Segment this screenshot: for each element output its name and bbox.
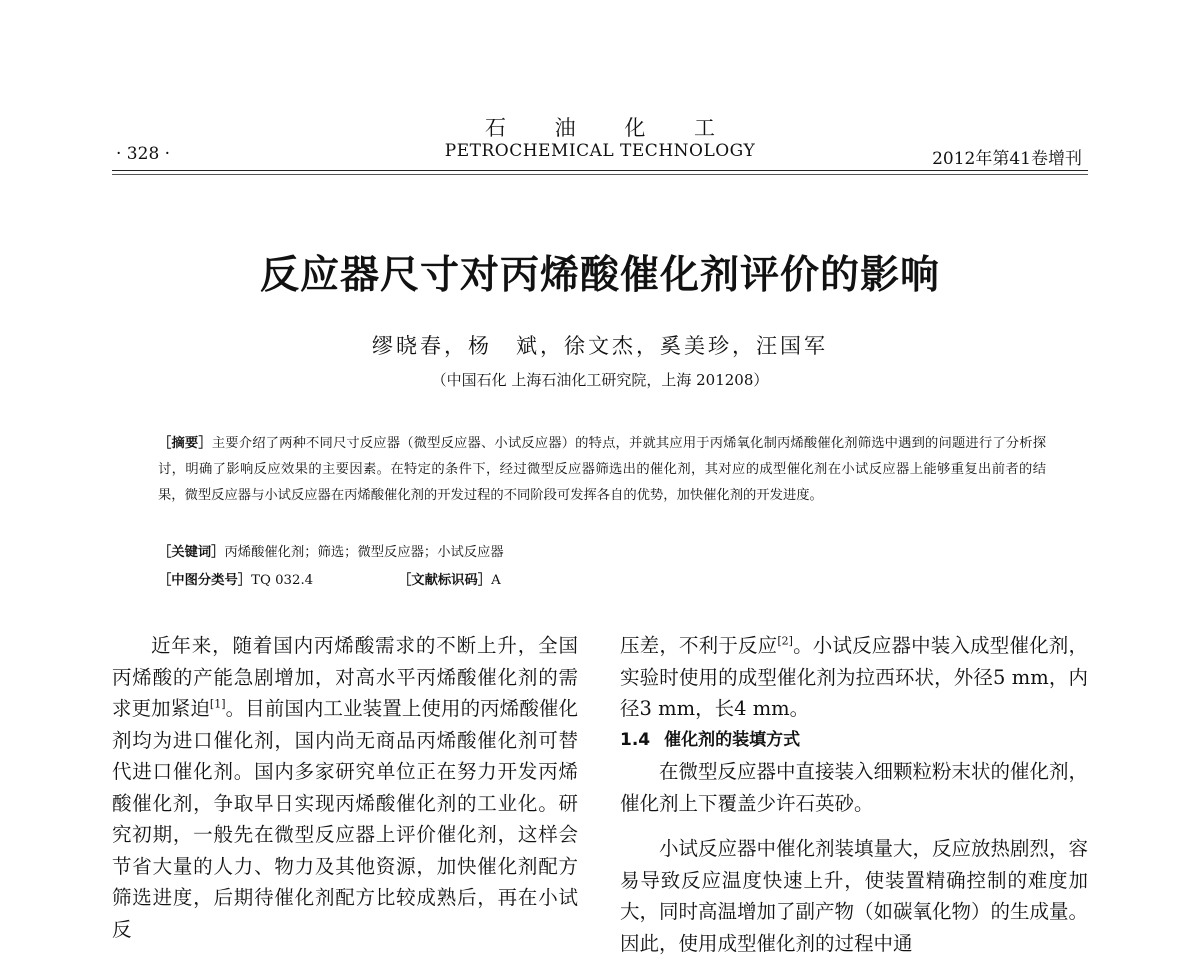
- paragraph: 在微型反应器中直接装入细颗粒粉末状的催化剂，催化剂上下覆盖少许石英砂。: [620, 760, 1089, 815]
- section-heading: [620, 725, 1088, 757]
- classification-value: TQ 032.4: [251, 573, 314, 588]
- section-title: 催化剂的装填方式: [664, 729, 801, 750]
- doc-code-label: ［文献标识码］: [398, 573, 492, 588]
- paper-title: 反应器尺寸对丙烯酸催化剂评价的影响: [259, 253, 940, 298]
- doc-code: [398, 569, 501, 588]
- citation-2: [2]: [777, 634, 793, 648]
- header-rule-thin: [112, 174, 1088, 175]
- abstract-label: ［摘要］: [158, 436, 212, 451]
- body-column-right: [620, 630, 1088, 959]
- paragraph-gap: [620, 819, 1088, 833]
- paragraph: 小试反应器中催化剂装填量大，反应放热剧烈，容易导致反应温度快速上升，使装置精确控制的难度加大，同时高温增加了副产物（如碳氧化物）的生成量。因此，使用成型催化剂的过程中通: [620, 837, 1089, 955]
- paper-affiliation: （中国石化 上海石油化工研究院，上海 201208）: [431, 371, 769, 389]
- paper-authors: 缪晓春，杨 斌，徐文杰，奚美珍，汪国军: [372, 334, 828, 358]
- abstract-text: 主要介绍了两种不同尺寸反应器（微型反应器、小试反应器）的特点，并就其应用于丙烯氧化制丙烯酸催化剂筛选中遇到的问题进行了分析探讨，明确了影响反应效果的主要因素。在特定的条件下，经过微型反应器筛选出的催化剂，其对应的成型催化剂在小试反应器上能够重复出前者的结果，微型反应器与小试反应器在丙烯酸催化剂的开发过程的不同阶段可发挥各自的优势，加快催化剂的开发进度。: [158, 436, 1046, 503]
- classification: [158, 569, 758, 588]
- keywords-label: ［关键词］: [158, 545, 225, 560]
- journal-name-cn: 石 油 化 工: [484, 116, 716, 140]
- page-number: · 328 ·: [116, 144, 171, 164]
- abstract: [158, 431, 1046, 509]
- keywords-text: 丙烯酸催化剂；筛选；微型反应器；小试反应器: [224, 545, 504, 560]
- header-rule: [112, 170, 1088, 171]
- paragraph-text-b: 。小试反应器中装入成型催化剂，实验时使用的成型催化剂为拉西环状，外径5 mm，内径3 mm，长4 mm。: [620, 634, 1088, 720]
- issue-info: 2012年第41卷增刊: [932, 149, 1082, 169]
- doc-code-value: A: [491, 573, 501, 588]
- keywords: [158, 541, 504, 560]
- intro-text-b: 。目前国内工业装置上使用的丙烯酸催化剂均为进口催化剂，国内尚无商品丙烯酸催化剂可替代进口催化剂。国内多家研究单位正在努力开发丙烯酸催化剂，争取早日实现丙烯酸催化剂的工业化。研究初期，一般先在微型反应器上评价催化剂，这样会节省大量的人力、物力及其他资源，加快催化剂配方筛选进度，后期待催化剂配方比较成熟后，再在小试反: [112, 697, 578, 941]
- classification-label: ［中图分类号］: [158, 573, 252, 588]
- citation-1: [1]: [209, 697, 226, 711]
- body-column-left: [112, 630, 578, 945]
- paragraph: [620, 630, 1088, 725]
- intro-text-a: 近年来，随着国内丙烯酸需求的不断上升，全国丙烯酸的产能急剧增加，对高水平丙烯酸催化剂的需求更加紧迫: [112, 634, 578, 720]
- journal-name-en: PETROCHEMICAL TECHNOLOGY: [444, 141, 756, 161]
- section-number: 1.4: [620, 729, 651, 750]
- paragraph-text-a: 压差，不利于反应: [620, 634, 778, 657]
